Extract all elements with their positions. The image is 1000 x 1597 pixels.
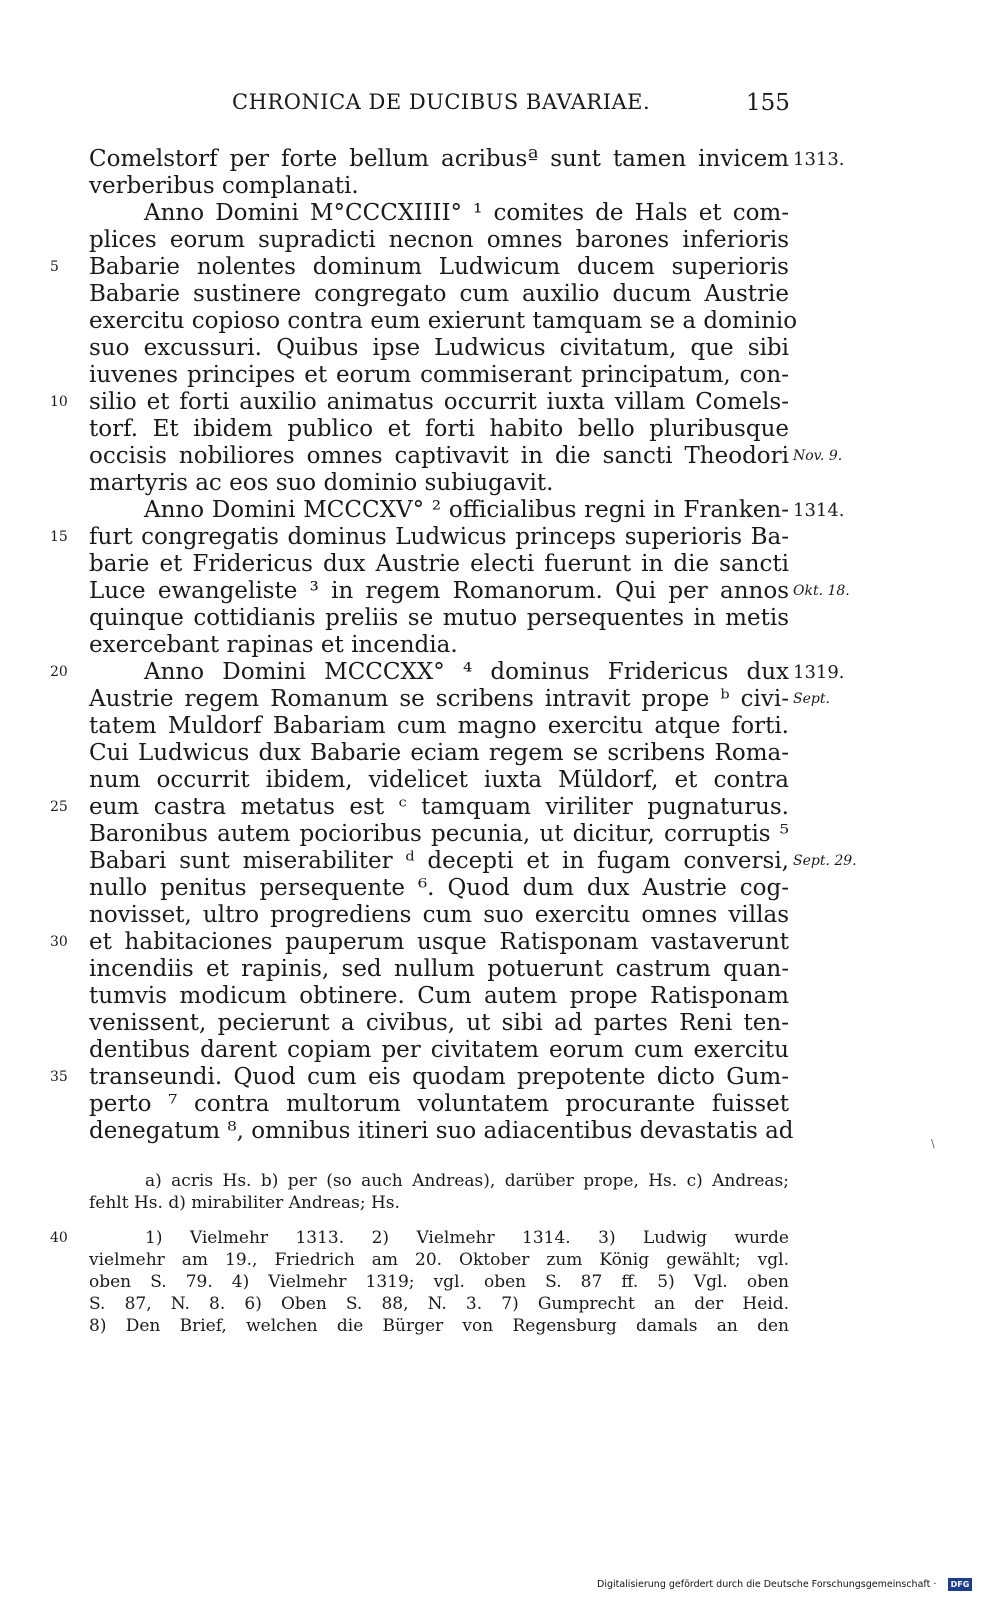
text-line: quinque cottidianis preliis se mutuo persequentes in metis (89, 605, 789, 631)
text-line: et habitaciones pauperum usque Ratisponam vastaverunt (89, 929, 789, 955)
text-line: num occurrit ibidem, videlicet iuxta Müldorf, et contra (89, 767, 789, 793)
running-title: CHRONICA DE DUCIBUS BAVARIAE. (232, 90, 651, 114)
text-line: Anno Domini MCCCXV° ² officialibus regni in Franken- (144, 497, 789, 523)
scan-mark: \ (931, 1137, 935, 1150)
line-number: 30 (50, 934, 68, 950)
line-number: 10 (50, 394, 68, 410)
margin-date: Sept. (793, 691, 830, 707)
apparatus-line: fehlt Hs. d) mirabiliter Andreas; Hs. (89, 1193, 400, 1213)
text-line: transeundi. Quod cum eis quodam prepotente dicto Gum- (89, 1064, 789, 1090)
text-line: silio et forti auxilio animatus occurrit iuxta villam Comels- (89, 389, 789, 415)
text-line: eum castra metatus est ᶜ tamquam viriliter pugnaturus. (89, 794, 789, 820)
text-line: Luce ewangeliste ³ in regem Romanorum. Qui per annos (89, 578, 789, 604)
digitization-credit: Digitalisierung gefördert durch die Deutsche Forschungsgemeinschaft · (597, 1579, 937, 1590)
text-line: Austrie regem Romanum se scribens intravit prope ᵇ civi- (89, 686, 789, 712)
text-line: iuvenes principes et eorum commiserant principatum, con- (89, 362, 789, 388)
margin-year: 1319. (793, 662, 845, 683)
text-line: Babarie sustinere congregato cum auxilio ducum Austrie (89, 281, 789, 307)
line-number: 25 (50, 799, 68, 815)
text-line: exercitu copioso contra eum exierunt tamquam se a dominio (89, 308, 798, 334)
text-line: incendiis et rapinis, sed nullum potuerunt castrum quan- (89, 956, 789, 982)
text-line: dentibus darent copiam per civitatem eorum cum exercitu (89, 1037, 789, 1063)
text-line: perto ⁷ contra multorum voluntatem procurante fuisset (89, 1091, 789, 1117)
line-number: 5 (50, 259, 59, 275)
text-line: Anno Domini MCCCXX° ⁴ dominus Fridericus dux (144, 659, 789, 685)
text-line: martyris ac eos suo dominio subiugavit. (89, 470, 554, 496)
margin-year: 1313. (793, 149, 845, 170)
dfg-logo: DFG (948, 1578, 972, 1591)
line-number: 35 (50, 1069, 68, 1085)
text-line: Babari sunt miserabiliter ᵈ decepti et in fugam conversi, (89, 848, 789, 874)
text-line: novisset, ultro progrediens cum suo exercitu omnes villas (89, 902, 789, 928)
text-line: venissent, pecierunt a civibus, ut sibi ad partes Reni ten- (89, 1010, 789, 1036)
apparatus-line: a) acris Hs. b) per (so auch Andreas), darüber prope, Hs. c) Andreas; (145, 1171, 789, 1191)
text-line: suo excussuri. Quibus ipse Ludwicus civitatum, que sibi (89, 335, 789, 361)
text-line: barie et Fridericus dux Austrie electi fuerunt in die sancti (89, 551, 789, 577)
text-line: occisis nobiliores omnes captivavit in die sancti Theodori (89, 443, 789, 469)
text-line: exercebant rapinas et incendia. (89, 632, 458, 658)
text-line: furt congregatis dominus Ludwicus princeps superioris Ba- (89, 524, 789, 550)
text-line: Babarie nolentes dominum Ludwicum ducem superioris (89, 254, 789, 280)
text-line: Cui Ludwicus dux Babarie eciam regem se scribens Roma- (89, 740, 789, 766)
page-number: 155 (746, 90, 790, 116)
margin-date: Nov. 9. (793, 448, 843, 464)
text-line: plices eorum supradicti necnon omnes barones inferioris (89, 227, 789, 253)
line-number: 15 (50, 529, 68, 545)
footnote-line: S. 87, N. 8. 6) Oben S. 88, N. 3. 7) Gumprecht an der Heid. (89, 1294, 789, 1314)
footnote-line: 1) Vielmehr 1313. 2) Vielmehr 1314. 3) Ludwig wurde (145, 1228, 789, 1248)
text-line: Baronibus autem pocioribus pecunia, ut dicitur, corruptis ⁵ (89, 821, 789, 847)
footnote-line: oben S. 79. 4) Vielmehr 1319; vgl. oben S. 87 ff. 5) Vgl. oben (89, 1272, 789, 1292)
text-line: Anno Domini M°CCCXIIII° ¹ comites de Hals et com- (144, 200, 789, 226)
margin-date: Okt. 18. (793, 583, 850, 599)
text-line: tumvis modicum obtinere. Cum autem prope Ratisponam (89, 983, 789, 1009)
text-line: tatem Muldorf Babariam cum magno exercitu atque forti. (89, 713, 789, 739)
text-line: nullo penitus persequente ⁶. Quod dum dux Austrie cog- (89, 875, 789, 901)
footnote-line: 8) Den Brief, welchen die Bürger von Regensburg damals an den (89, 1316, 789, 1336)
footnote-line: vielmehr am 19., Friedrich am 20. Oktober zum König gewählt; vgl. (89, 1250, 789, 1270)
line-number: 20 (50, 664, 68, 680)
text-line: Comelstorf per forte bellum acribusª sunt tamen invicem (89, 146, 789, 172)
text-line: verberibus complanati. (89, 173, 359, 199)
line-number: 40 (50, 1230, 68, 1246)
margin-date: Sept. 29. (793, 853, 857, 869)
text-line: denegatum ⁸, omnibus itineri suo adiacentibus devastatis ad (89, 1118, 794, 1144)
text-line: torf. Et ibidem publico et forti habito bello pluribusque (89, 416, 789, 442)
margin-year: 1314. (793, 500, 845, 521)
